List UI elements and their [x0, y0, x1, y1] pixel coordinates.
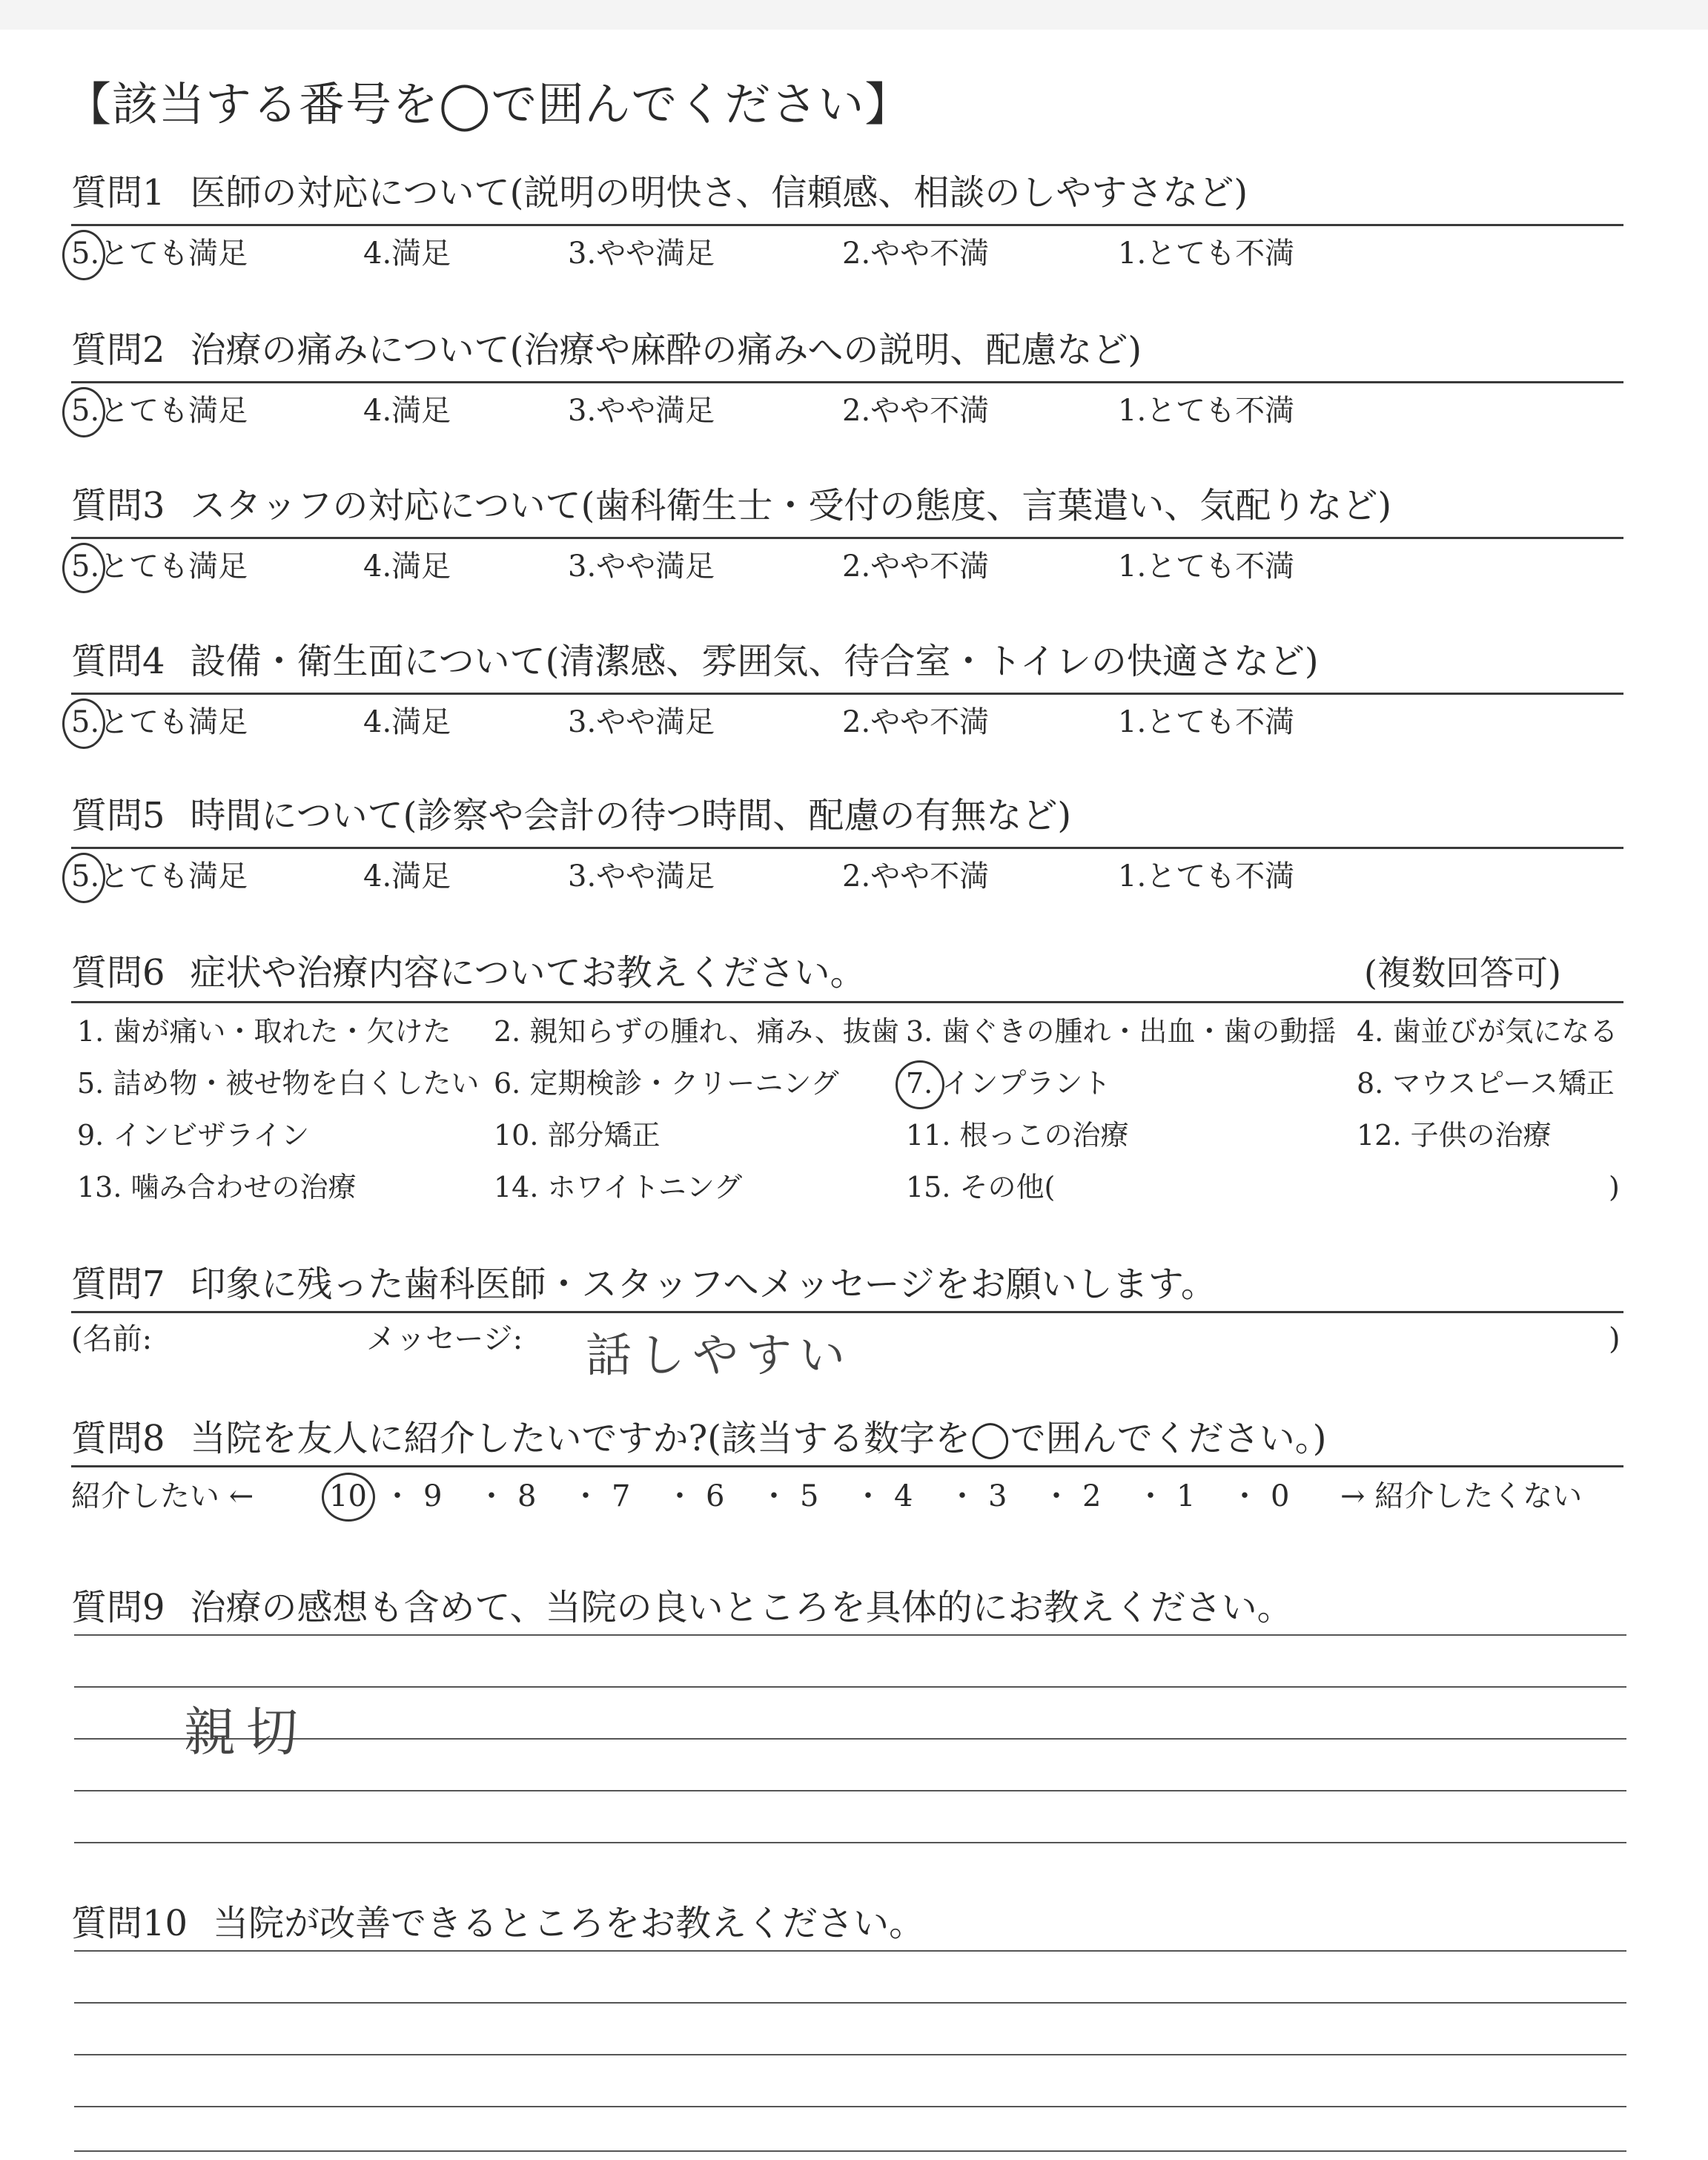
q2-text: 治療の痛みについて(治療や麻酔の痛みへの説明、配慮など) [190, 329, 1142, 371]
q1-option-4[interactable]: 4.満足 [363, 237, 451, 271]
q2-option-4[interactable]: 4.満足 [363, 394, 451, 428]
q8-rule [71, 1465, 1623, 1467]
q5-text: 時間について(診察や会計の待つ時間、配慮の有無など) [190, 795, 1072, 836]
q6-option-13[interactable]: 13. 噛み合わせの治療 [77, 1171, 357, 1203]
q7-title [71, 1261, 1217, 1308]
q7-name-label: (名前: [71, 1322, 153, 1356]
q6-option-3[interactable]: 3. 歯ぐきの腫れ・出血・歯の動揺 [906, 1015, 1337, 1048]
q6-option-4[interactable]: 4. 歯並びが気になる [1357, 1015, 1618, 1048]
q6-option-14[interactable]: 14. ホワイトニング [494, 1171, 743, 1203]
q6-option-9[interactable]: 9. インビザライン [77, 1119, 310, 1152]
q8-separator: ・ [665, 1479, 695, 1513]
q6-option-10[interactable]: 10. 部分矯正 [494, 1119, 661, 1152]
q5-option-2[interactable]: 2.やや不満 [842, 859, 990, 894]
q8-left-label: 紹介したい ← [71, 1479, 254, 1513]
q6-rule [71, 1001, 1623, 1003]
q2-title [71, 326, 1142, 374]
q6-option-6[interactable]: 6. 定期検診・クリーニング [494, 1067, 839, 1100]
q5-option-1[interactable]: 1.とても不満 [1118, 859, 1295, 894]
q10-line-4 [74, 2106, 1626, 2107]
q8-separator: ・ [947, 1479, 977, 1513]
q2-option-2[interactable]: 2.やや不満 [842, 394, 990, 428]
q7-message-value[interactable]: 話しやすい [586, 1328, 853, 1382]
q6-option-5[interactable]: 5. 詰め物・被せ物を白くしたい [77, 1067, 480, 1100]
q8-selection-circle [322, 1473, 375, 1522]
q2-selection-circle [62, 387, 105, 437]
q2-rule [71, 381, 1623, 383]
q1-option-3[interactable]: 3.やや満足 [568, 237, 715, 271]
q4-label: 質問4 [71, 641, 165, 682]
q7-label: 質問7 [71, 1264, 165, 1305]
q6-label: 質問6 [71, 952, 165, 994]
q4-title [71, 638, 1319, 685]
q8-right-label: → 紹介したくない [1340, 1479, 1583, 1513]
q5-title [71, 792, 1071, 839]
q8-scale-10[interactable]: 10 [329, 1479, 367, 1513]
q4-option-5[interactable]: 5.とても満足 [71, 705, 248, 739]
q6-option-12[interactable]: 12. 子供の治療 [1357, 1119, 1552, 1152]
q4-selection-circle [62, 698, 105, 749]
q10-title [71, 1900, 924, 1947]
q8-scale-6[interactable]: 6 [706, 1479, 725, 1513]
q3-option-2[interactable]: 2.やや不満 [842, 549, 990, 584]
q6-note: (複数回答可) [1364, 953, 1561, 993]
q8-scale-7[interactable]: 7 [612, 1479, 631, 1513]
q6-option-2[interactable]: 2. 親知らずの腫れ、痛み、抜歯 [494, 1015, 899, 1048]
q1-option-2[interactable]: 2.やや不満 [842, 237, 990, 271]
q8-separator: ・ [477, 1479, 506, 1513]
q9-line-4 [74, 1790, 1626, 1791]
q1-title [71, 169, 1248, 217]
q8-title [71, 1415, 1326, 1462]
q4-option-2[interactable]: 2.やや不満 [842, 705, 990, 739]
q7-text: 印象に残った歯科医師・スタッフへメッセージをお願いします。 [190, 1264, 1217, 1305]
q3-text: スタッフの対応について(歯科衛生士・受付の態度、言葉遣い、気配りなど) [190, 485, 1392, 526]
q4-rule [71, 693, 1623, 695]
q9-answer[interactable]: 親切 [184, 1702, 308, 1763]
q10-text: 当院が改善できるところをお教えください。 [213, 1903, 925, 1944]
q5-label: 質問5 [71, 795, 165, 836]
q6-option-8[interactable]: 8. マウスピース矯正 [1357, 1067, 1615, 1100]
q3-label: 質問3 [71, 485, 165, 526]
q5-option-5[interactable]: 5.とても満足 [71, 859, 248, 894]
q5-option-4[interactable]: 4.満足 [363, 859, 451, 894]
q6-option-7[interactable]: 7. インプラント [906, 1067, 1111, 1100]
q1-text: 医師の対応について(説明の明快さ、信頼感、相談のしやすさなど) [190, 172, 1248, 214]
q6-other-close-paren: ) [1609, 1171, 1620, 1203]
q2-label: 質問2 [71, 329, 165, 371]
q4-text: 設備・衛生面について(清潔感、雰囲気、待合室・トイレの快適さなど) [190, 641, 1319, 682]
q6-option-11[interactable]: 11. 根っこの治療 [906, 1119, 1129, 1152]
q10-line-1 [74, 1950, 1626, 1952]
q9-line-1 [74, 1634, 1626, 1636]
q8-separator: ・ [853, 1479, 883, 1513]
q3-option-4[interactable]: 4.満足 [363, 549, 451, 584]
q3-option-3[interactable]: 3.やや満足 [568, 549, 715, 584]
q10-line-3 [74, 2054, 1626, 2055]
q8-scale-5[interactable]: 5 [800, 1479, 819, 1513]
q9-title [71, 1584, 1293, 1631]
q8-scale-1[interactable]: 1 [1176, 1479, 1196, 1513]
q10-label: 質問10 [71, 1903, 188, 1944]
q8-separator: ・ [383, 1479, 412, 1513]
q1-option-5[interactable]: 5.とても満足 [71, 237, 248, 271]
q9-text: 治療の感想も含めて、当院の良いところを具体的にお教えください。 [190, 1587, 1293, 1628]
q1-option-1[interactable]: 1.とても不満 [1118, 237, 1295, 271]
q10-line-2 [74, 2002, 1626, 2004]
q8-separator: ・ [1042, 1479, 1071, 1513]
q7-close-paren: ) [1609, 1322, 1621, 1356]
q4-option-4[interactable]: 4.満足 [363, 705, 451, 739]
q8-separator: ・ [1136, 1479, 1165, 1513]
q9-label: 質問9 [71, 1587, 165, 1628]
q1-selection-circle [62, 230, 105, 280]
q1-rule [71, 224, 1623, 226]
q6-text: 症状や治療内容についてお教えください。 [190, 952, 866, 994]
q2-option-1[interactable]: 1.とても不満 [1118, 394, 1295, 428]
q5-selection-circle [62, 853, 105, 903]
q5-option-3[interactable]: 3.やや満足 [568, 859, 715, 894]
q6-option-15[interactable]: 15. その他( [906, 1171, 1056, 1203]
q8-label: 質問8 [71, 1418, 165, 1459]
q6-option-1[interactable]: 1. 歯が痛い・取れた・欠けた [77, 1015, 451, 1048]
q2-option-5[interactable]: 5.とても満足 [71, 394, 248, 428]
q4-option-3[interactable]: 3.やや満足 [568, 705, 715, 739]
q7-message-label: メッセージ: [366, 1322, 523, 1356]
q3-selection-circle [62, 543, 105, 593]
q10-line-5 [74, 2150, 1626, 2152]
q8-separator: ・ [759, 1479, 789, 1513]
q1-label: 質問1 [71, 172, 165, 214]
scan-top-edge [0, 0, 1708, 30]
q3-title [71, 482, 1391, 529]
q8-scale-2[interactable]: 2 [1082, 1479, 1102, 1513]
q3-rule [71, 537, 1623, 539]
q3-option-1[interactable]: 1.とても不満 [1118, 549, 1295, 584]
q4-option-1[interactable]: 1.とても不満 [1118, 705, 1295, 739]
q8-text: 当院を友人に紹介したいですか?(該当する数字を◯で囲んでください。) [190, 1418, 1327, 1459]
q8-scale-9[interactable]: 9 [423, 1479, 443, 1513]
q8-scale-0[interactable]: 0 [1271, 1479, 1290, 1513]
q6-selection-circle [896, 1060, 944, 1109]
q8-scale-3[interactable]: 3 [988, 1479, 1007, 1513]
q8-scale-8[interactable]: 8 [517, 1479, 537, 1513]
q9-line-2 [74, 1686, 1626, 1688]
page-title: 【該当する番号を◯で囲んでください】 [65, 77, 912, 131]
q7-rule [71, 1311, 1623, 1313]
q8-scale-4[interactable]: 4 [894, 1479, 913, 1513]
q6-title [71, 949, 866, 997]
q2-option-3[interactable]: 3.やや満足 [568, 394, 715, 428]
q8-separator: ・ [571, 1479, 600, 1513]
q9-line-5 [74, 1842, 1626, 1843]
q8-separator: ・ [1230, 1479, 1260, 1513]
q3-option-5[interactable]: 5.とても満足 [71, 549, 248, 584]
q5-rule [71, 847, 1623, 849]
